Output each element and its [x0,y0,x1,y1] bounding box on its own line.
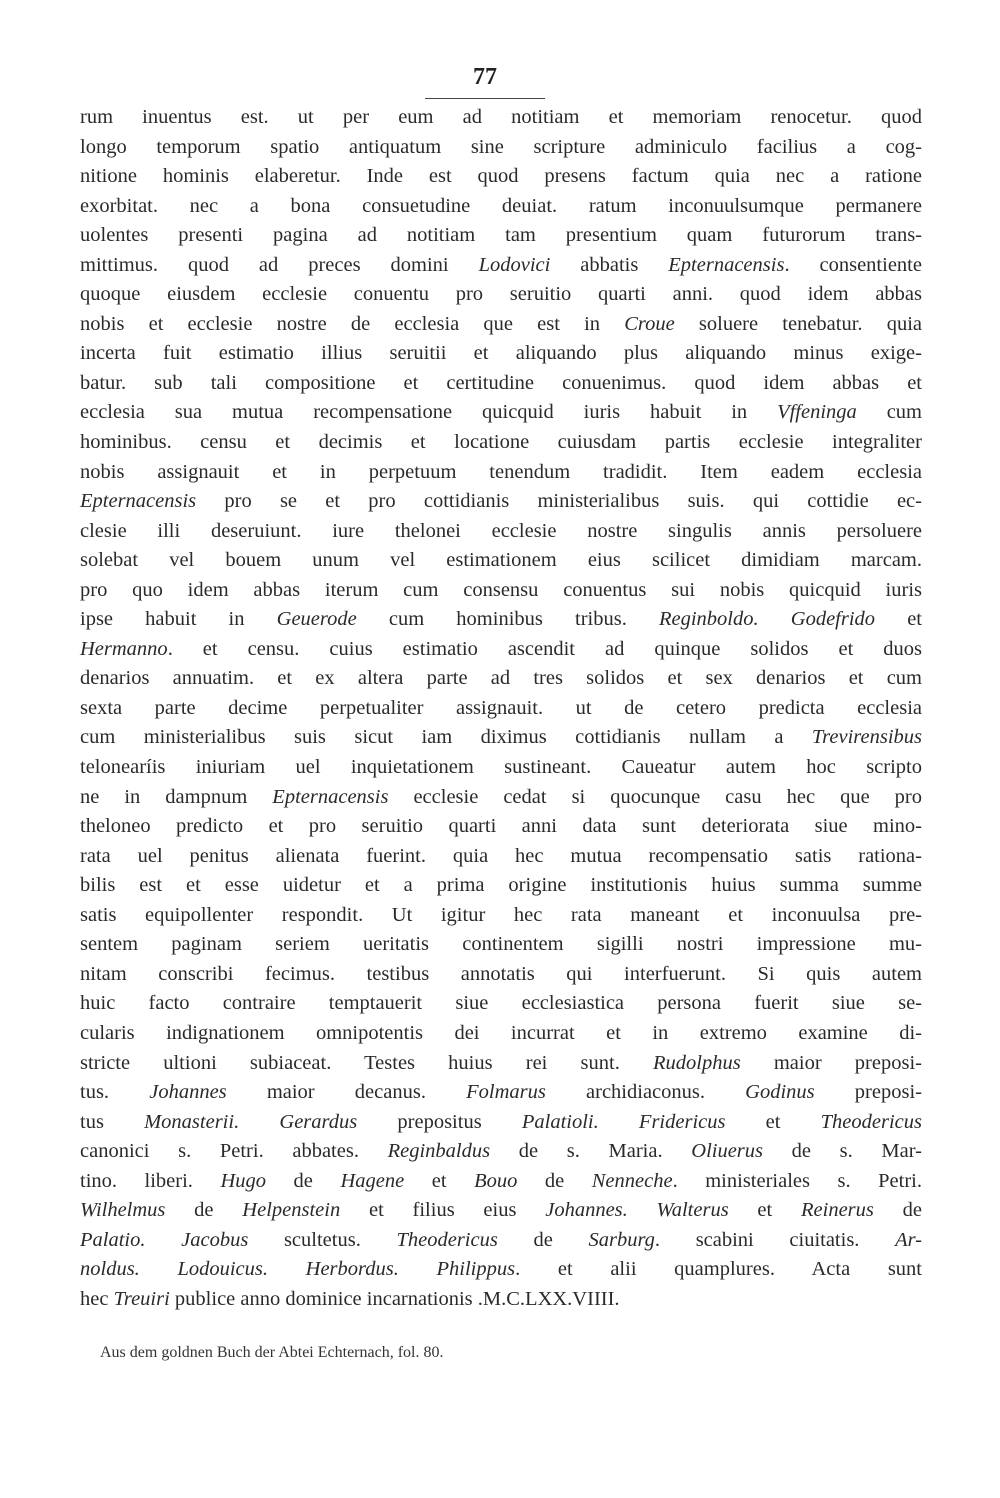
text-line [80,1137,922,1167]
text-line [80,930,922,960]
italic-name: Geuerode [276,608,357,631]
text-segment: quoque eiusdem ecclesie conuentu pro seruitio quarti anni. quod idem abbas [80,283,922,306]
text-segment: tino. liberi. [80,1169,221,1192]
italic-name: Palatioli. Fridericus [521,1110,726,1133]
italic-name: Nenneche [591,1169,673,1192]
page-number: 77 [473,64,497,90]
text-segment: nitione hominis elaberetur. Inde est quod presens factum quia nec a ratione [80,165,922,188]
text-segment: et [404,1169,475,1192]
text-segment: theloneo predicto et pro seruitio quarti anni data sunt deteriorata siue mino- [80,815,922,838]
italic-name: Palatio. Jacobus [80,1228,249,1251]
italic-name: Trevirensibus [811,726,922,749]
text-segment: . scabini ciuitatis. [654,1228,896,1251]
text-segment: longo temporum spatio antiquatum sine scripture adminiculo facilius a cog- [80,135,922,158]
text-segment: maior preposi- [740,1051,922,1074]
text-segment: de [165,1199,243,1222]
text-line [80,960,922,990]
text-segment: cum ministerialibus suis sicut iam diximus cottidianis nullam a [80,726,812,749]
text-line [80,1226,922,1256]
text-segment: nobis et ecclesie nostre de ecclesia que est in [80,312,625,335]
text-segment: . ministeriales s. Petri. [672,1169,922,1192]
italic-name: Johannes [149,1081,227,1104]
italic-name: Ar- [895,1228,922,1251]
text-line [80,635,922,665]
text-segment: clesie illi deseruiunt. iure thelonei ecclesie nostre singulis annis persoluere [80,519,922,542]
text-line [80,576,922,606]
italic-name: Epternacensis [668,253,785,276]
text-segment: pro se et pro cottidianis ministerialibus suis. qui cottidie ec- [196,490,922,513]
italic-name: Epternacensis [80,490,197,513]
text-segment: nobis assignauit et in perpetuum tenendum tradidit. Item eadem ecclesia [80,460,922,483]
italic-name: Reginbaldus [387,1140,491,1163]
text-segment: bilis est et esse uidetur et a prima origine institutionis huius summa summe [80,874,922,897]
italic-name: Epternacensis [272,785,389,808]
text-segment: et [875,608,922,631]
italic-name: Johannes. Walterus [545,1199,729,1222]
text-segment: de [497,1228,589,1251]
text-segment: . consentiente [784,253,922,276]
italic-name: Godinus [745,1081,815,1104]
text-line [80,1167,922,1197]
text-segment: hec [80,1287,114,1310]
text-line [80,871,922,901]
text-line [80,901,922,931]
text-segment: de [266,1169,341,1192]
italic-name: Folmarus [466,1081,546,1104]
text-line [80,753,922,783]
text-segment: de [517,1169,592,1192]
charter-text [80,103,922,1314]
text-line [80,1108,922,1138]
text-segment: solebat vel bouem unum vel estimationem eius scilicet dimidiam marcam. [80,549,922,572]
text-segment: . et censu. cuius estimatio ascendit ad quinque solidos et duos [167,637,922,660]
text-line [80,310,922,340]
italic-name: Monasterii. Gerardus [144,1110,358,1133]
italic-name: Theodericus [396,1228,498,1251]
text-segment: pro quo idem abbas iterum cum consensu conuentus sui nobis quicquid iuris [80,578,922,601]
text-line [80,1285,922,1315]
italic-name: Reinerus [801,1199,874,1222]
text-segment: sexta parte decime perpetualiter assignauit. ut de cetero predicta ecclesia [80,696,922,719]
italic-name: Croue [624,312,675,335]
italic-name: Reginboldo. Godefrido [658,608,876,631]
text-line [80,783,922,813]
text-segment: tus [80,1110,145,1133]
header-rule [425,98,545,99]
text-segment: preposi- [814,1081,922,1104]
text-line [80,339,922,369]
text-segment: sentem paginam seriem ueritatis continentem sigilli nostri impressione mu- [80,933,922,956]
text-segment: stricte ultioni subiaceat. Testes huius rei sunt. [80,1051,653,1074]
text-segment: maior decanus. [226,1081,467,1104]
text-segment: ecclesie cedat si quocunque casu hec que pro [388,785,922,808]
text-line [80,251,922,281]
text-line [80,1255,922,1285]
text-line [80,162,922,192]
text-line [80,605,922,635]
text-line [80,221,922,251]
text-line [80,546,922,576]
italic-name: Hugo [220,1169,267,1192]
text-segment: cum [856,401,922,424]
italic-name: noldus. Lodouicus. Herbordus. Philippus [80,1258,516,1281]
text-line [80,1078,922,1108]
italic-name: Treuiri [113,1287,170,1310]
text-line [80,812,922,842]
text-segment: rum inuentus est. ut per eum ad notitiam et memoriam renocetur. quod [80,106,922,128]
text-line [80,133,922,163]
text-segment: telonearíis iniuriam uel inquietationem sustineant. Caueatur autem hoc scripto [80,756,922,779]
italic-name: Rudolphus [652,1051,741,1074]
italic-name: Vffeninga [777,401,857,424]
text-segment: et [725,1110,821,1133]
text-segment: et [728,1199,801,1222]
text-line [80,428,922,458]
text-segment: mittimus. quod ad preces domini [80,253,479,276]
text-line [80,369,922,399]
text-segment: prepositus [357,1110,522,1133]
text-segment: publice anno dominice incarnationis .M.C.LXX.VIIII. [169,1287,620,1310]
text-segment: . et alii quamplures. Acta sunt [515,1258,922,1281]
text-line [80,280,922,310]
text-line [80,1049,922,1079]
text-line [80,664,922,694]
text-segment: ipse habuit in [80,608,277,631]
text-line [80,723,922,753]
italic-name: Lodovici [478,253,551,276]
text-segment: cum hominibus tribus. [356,608,659,631]
italic-name: Hagene [340,1169,405,1192]
italic-name: Theodericus [820,1110,922,1133]
text-line [80,103,922,133]
text-segment: rata uel penitus alienata fuerint. quia hec mutua recompensatio satis rationa- [80,844,922,867]
text-segment: incerta fuit estimatio illius seruitii et aliquando plus aliquando minus exige- [80,342,922,365]
text-segment: canonici s. Petri. abbates. [80,1140,388,1163]
italic-name: Bouo [474,1169,518,1192]
text-segment: hominibus. censu et decimis et locatione cuiusdam partis ecclesie integraliter [80,431,922,454]
text-segment: satis equipollenter respondit. Ut igitur hec rata maneant et inconuulsa pre- [80,903,922,926]
text-line [80,192,922,222]
text-segment: et filius eius [340,1199,546,1222]
text-segment: ecclesia sua mutua recompensatione quicquid iuris habuit in [80,401,778,424]
text-segment: exorbitat. nec a bona consuetudine deuiat. ratum inconuulsumque permanere [80,194,922,217]
text-line [80,694,922,724]
text-segment: cularis indignationem omnipotentis dei incurrat et in extremo examine di- [80,1021,922,1044]
italic-name: Oliuerus [691,1140,764,1163]
text-segment: ne in dampnum [80,785,273,808]
italic-name: Wilhelmus [80,1199,166,1222]
italic-name: Helpenstein [242,1199,341,1222]
text-line [80,989,922,1019]
text-segment: batur. sub tali compositione et certitudine conuenimus. quod idem abbas et [80,371,922,394]
text-segment: tus. [80,1081,150,1104]
text-line [80,1196,922,1226]
text-segment: soluere tenebatur. quia [674,312,922,335]
text-line [80,487,922,517]
text-segment: de [873,1199,922,1222]
text-segment: uolentes presenti pagina ad notitiam tam presentium quam futurorum trans- [80,224,922,247]
italic-name: Hermanno [80,637,168,660]
text-segment: de s. Mar- [763,1140,923,1163]
text-line [80,398,922,428]
text-segment: abbatis [550,253,669,276]
source-footnote: Aus dem goldnen Buch der Abtei Echternach, fol. 80. [100,1344,444,1361]
text-segment: scultetus. [248,1228,397,1251]
italic-name: Sarburg [588,1228,655,1251]
text-segment: denarios annuatim. et ex altera parte ad tres solidos et sex denarios et cum [80,667,922,690]
text-segment: nitam conscribi fecimus. testibus annotatis qui interfuerunt. Si quis autem [80,962,922,985]
text-line [80,1019,922,1049]
text-segment: de s. Maria. [490,1140,692,1163]
text-line [80,842,922,872]
text-line [80,517,922,547]
text-segment: archidiaconus. [545,1081,746,1104]
text-line [80,458,922,488]
text-segment: huic facto contraire temptauerit siue ecclesiastica persona fuerit siue se- [80,992,922,1015]
